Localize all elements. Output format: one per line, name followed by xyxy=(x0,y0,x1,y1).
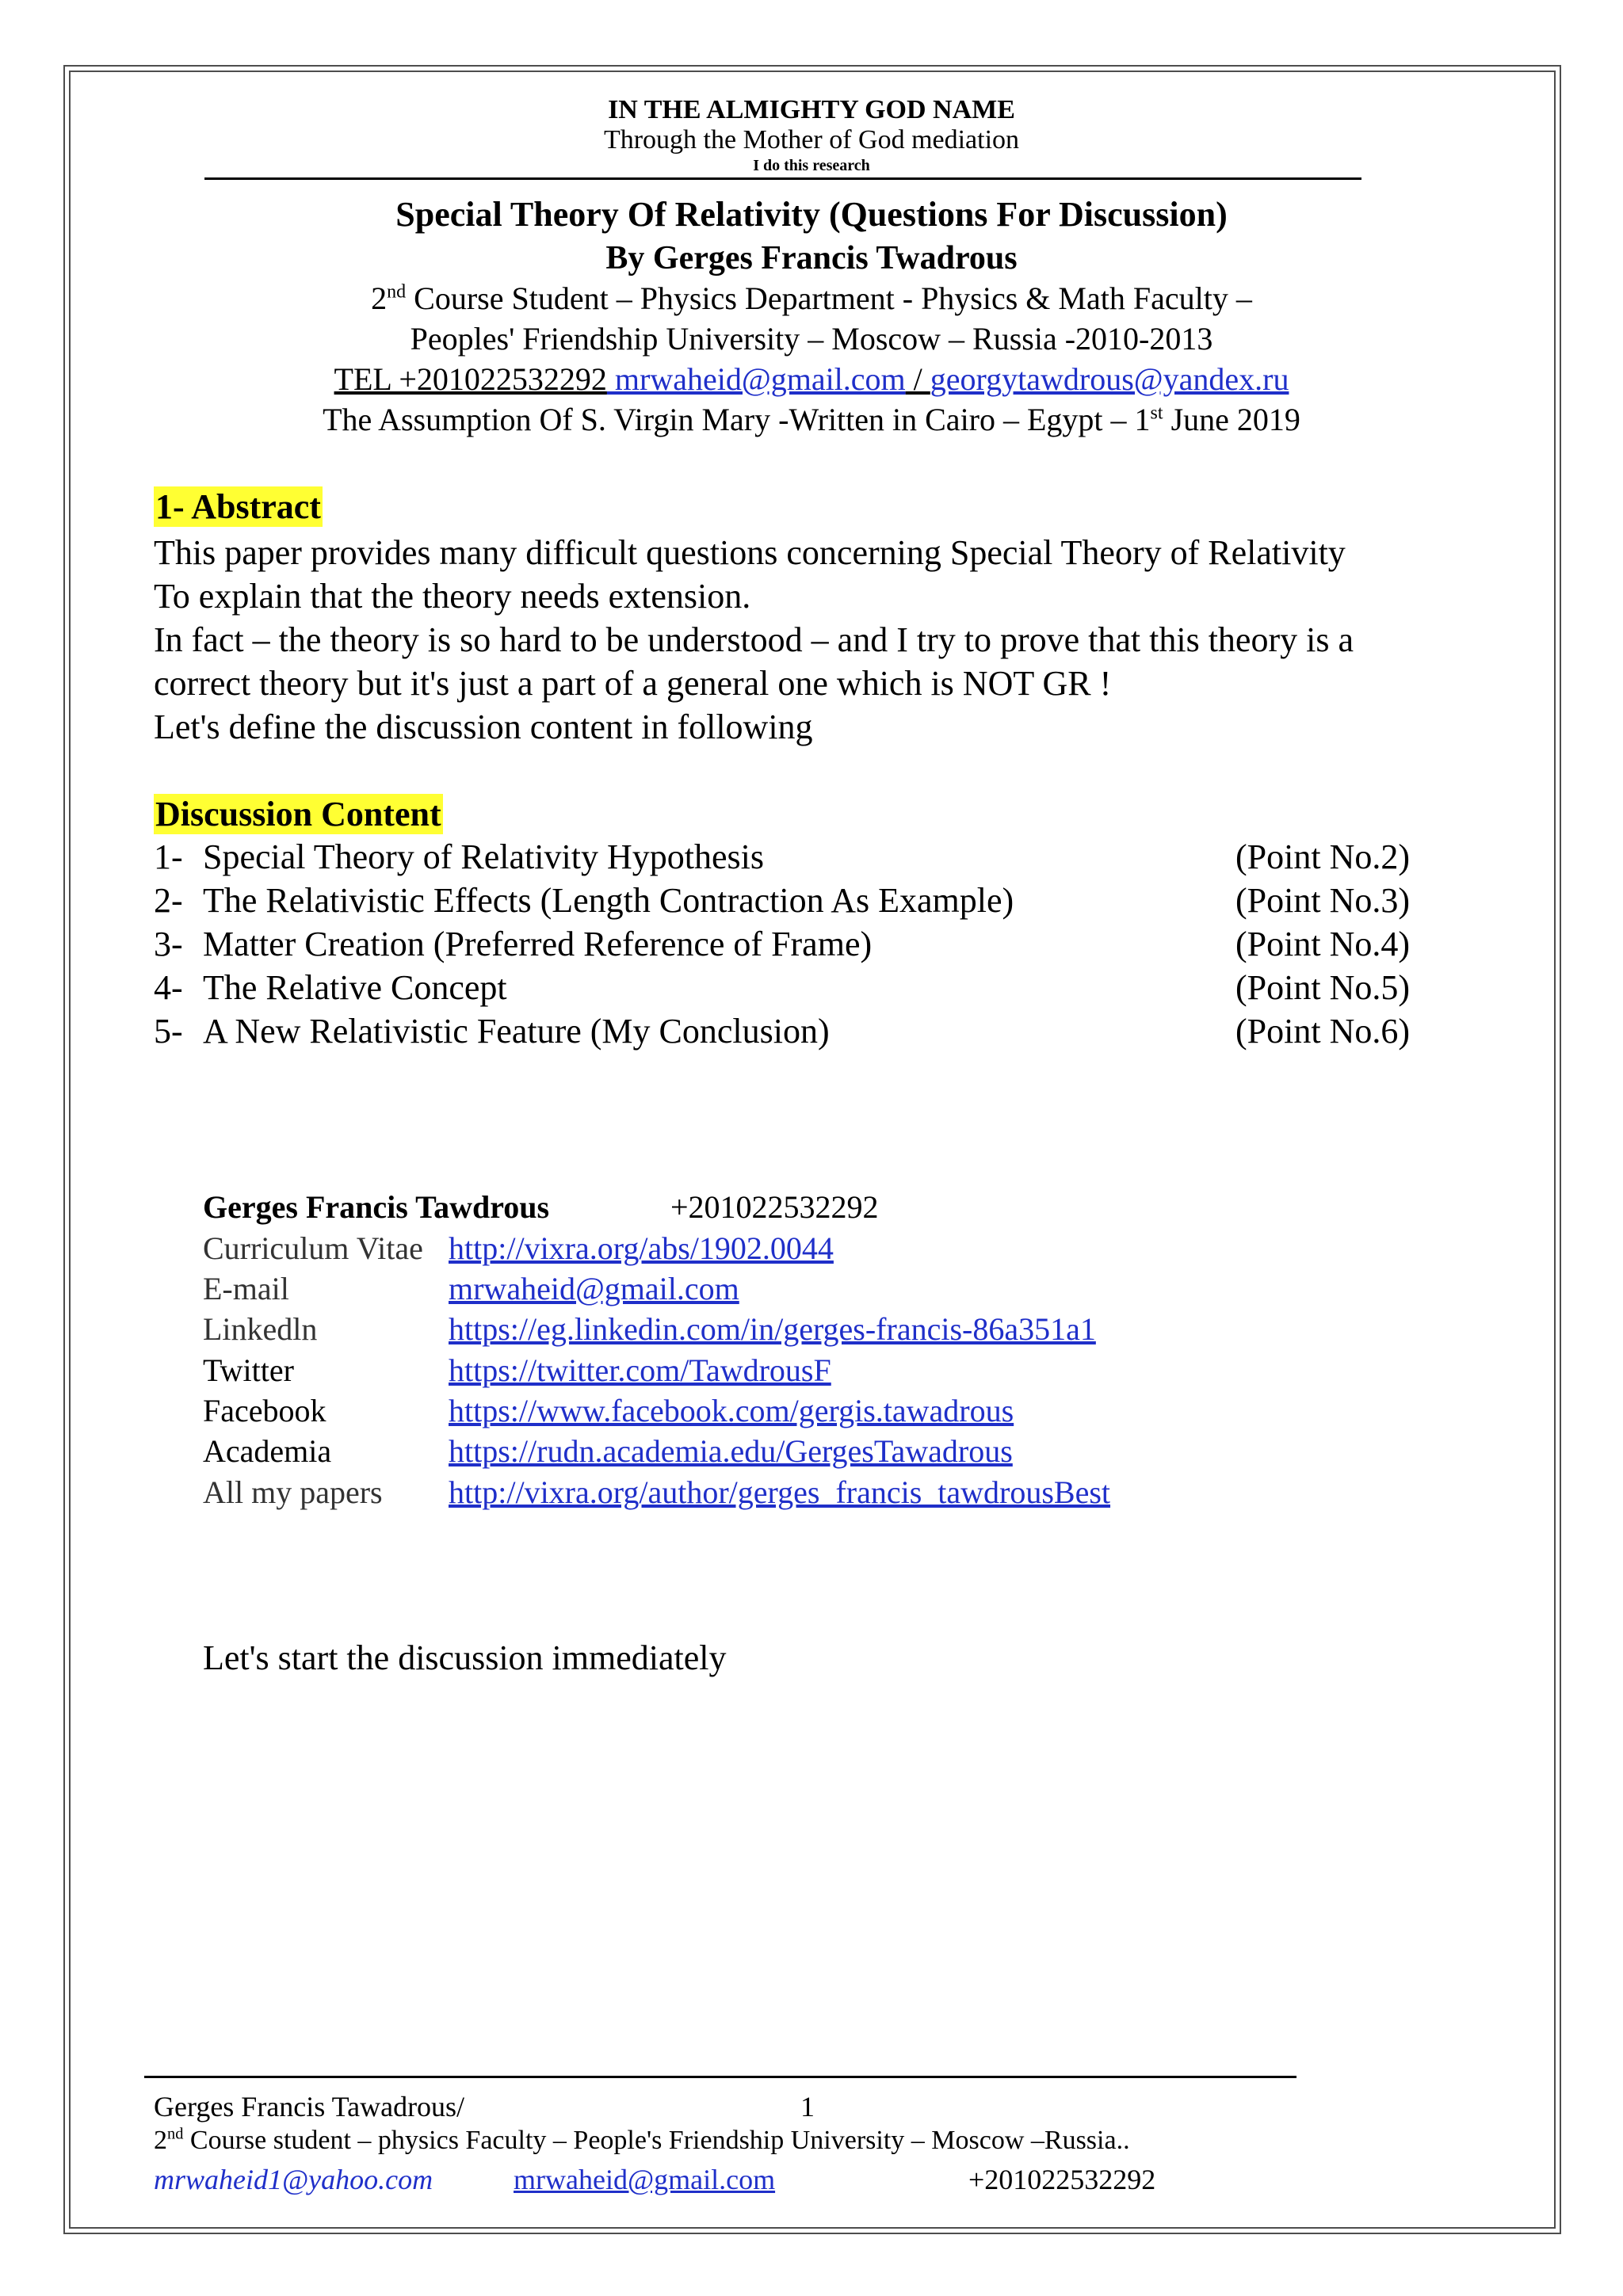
discussion-heading: Discussion Content xyxy=(155,795,441,833)
cv-link[interactable]: https://rudn.academia.edu/GergesTawadrous xyxy=(449,1433,1013,1469)
cv-link[interactable]: http://vixra.org/abs/1902.0044 xyxy=(449,1230,834,1266)
paper-title: Special Theory Of Relativity (Questions For Discussion) xyxy=(395,195,1228,234)
toc-item: 2- The Relativistic Effects (Length Contraction As Example) (Point No.3) xyxy=(154,881,1410,920)
affiliation-line-1: 2nd Course Student – Physics Department - Physics & Math Faculty – xyxy=(371,280,1252,316)
toc-item: 4- The Relative Concept (Point No.5) xyxy=(154,968,1410,1007)
toc-item: 5- A New Relativistic Feature (My Conclusion) (Point No.6) xyxy=(154,1012,1410,1051)
abstract-body: This paper provides many difficult questions concerning Special Theory of Relativity To explain that the theory needs extension. In fact – the theory is so hard to be understood – and I try to prove that this theory is a correct theory but it's just a part of a general one which is NOT GR ! Let's define the discussion content in following xyxy=(154,533,1354,746)
toc-item: 3- Matter Creation (Preferred Reference of Frame) (Point No.4) xyxy=(154,925,1410,963)
page-number: 1 xyxy=(800,2091,815,2122)
footer-phone: +201022532292 xyxy=(968,2164,1156,2195)
cv-link[interactable]: https://twitter.com/TawdrousF xyxy=(449,1352,831,1388)
footer-email-link[interactable]: mrwaheid@gmail.com xyxy=(514,2164,776,2195)
cv-link[interactable]: http://vixra.org/author/gerges_francis_tawdrousBest xyxy=(449,1474,1111,1510)
toc-item: 1- Special Theory of Relativity Hypothesis (Point No.2) xyxy=(154,837,1410,876)
footer-course: 2nd Course student – physics Faculty – People's Friendship University – Moscow –Russia.. xyxy=(154,2125,1130,2155)
email-link-gmail[interactable]: mrwaheid@gmail.com xyxy=(606,361,906,397)
affiliation-line-2: Peoples' Friendship University – Moscow – Russia -2010-2013 xyxy=(410,321,1213,357)
written-line: The Assumption Of S. Virgin Mary -Written in Cairo – Egypt – 1st June 2019 xyxy=(323,402,1300,437)
cv-link[interactable]: mrwaheid@gmail.com xyxy=(449,1271,739,1306)
cv-link[interactable]: https://www.facebook.com/gergis.tawadrous xyxy=(449,1393,1014,1428)
contact-line: TEL +201022532292 mrwaheid@gmail.com / georgytawdrous@yandex.ru xyxy=(334,361,1289,397)
paper-byline: By Gerges Francis Twadrous xyxy=(605,240,1018,277)
tel-text: TEL +201022532292 xyxy=(334,361,607,397)
closing-line: Let's start the discussion immediately xyxy=(203,1638,727,1677)
footer-rule xyxy=(144,2076,1296,2078)
cv-link[interactable]: https://eg.linkedin.com/in/gerges-francis-86a351a1 xyxy=(449,1311,1096,1347)
abstract-heading: 1- Abstract xyxy=(155,487,321,526)
header-research-note: I do this research xyxy=(753,157,870,174)
header-invocation: IN THE ALMIGHTY GOD NAME xyxy=(608,95,1015,124)
footer-email-yahoo: mrwaheid1@yahoo.com xyxy=(154,2164,433,2195)
cv-phone: +201022532292 xyxy=(670,1189,879,1225)
header-mediation: Through the Mother of God mediation xyxy=(603,125,1020,154)
email-link-yandex[interactable]: georgytawdrous@yandex.ru xyxy=(930,361,1289,397)
header-rule xyxy=(204,177,1361,180)
footer-author: Gerges Francis Tawadrous/ xyxy=(154,2091,465,2122)
cv-name: Gerges Francis Tawdrous xyxy=(203,1189,550,1225)
